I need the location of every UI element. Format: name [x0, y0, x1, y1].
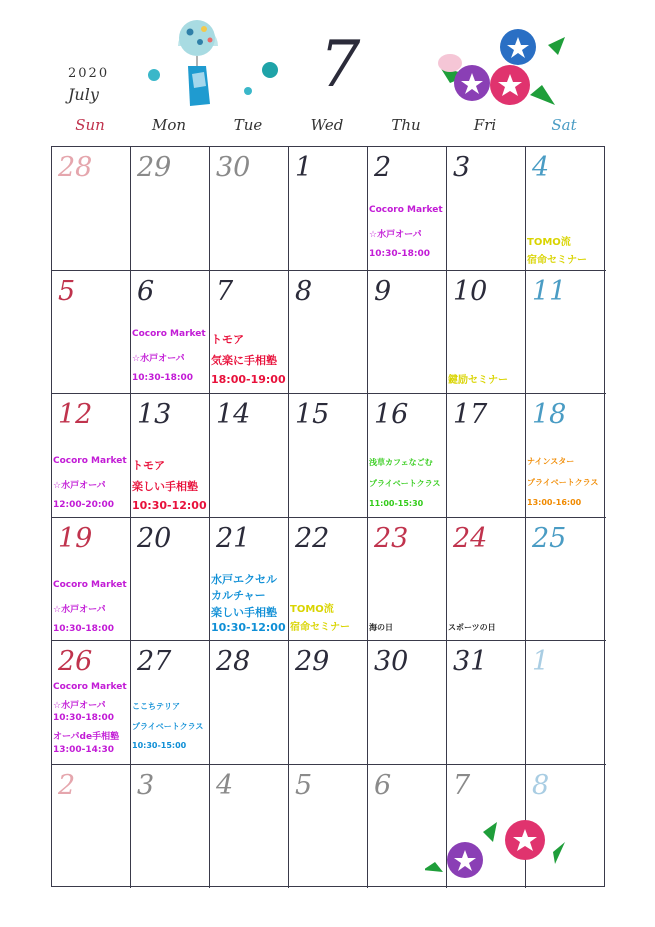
day-cell[interactable]	[131, 518, 210, 642]
day-number: 4	[216, 769, 234, 801]
day-cell[interactable]	[52, 641, 131, 765]
event-text: 13:00-14:30	[53, 745, 115, 755]
day-number: 2	[374, 152, 392, 183]
day-cell[interactable]	[368, 394, 447, 518]
day-number: 5	[58, 275, 76, 307]
event-text: 宿命セミナー	[290, 621, 350, 633]
day-cell[interactable]	[210, 518, 289, 642]
event-text: 13:00-16:00	[527, 498, 582, 507]
event-text: 楽しい手相塾	[132, 480, 198, 493]
event-text: Cocoro Market	[53, 456, 127, 466]
event-text: Cocoro Market	[53, 682, 127, 692]
day-cell[interactable]	[210, 394, 289, 518]
day-number: 3	[137, 769, 155, 801]
event-text: 10:30-12:00	[132, 499, 207, 512]
day-cell[interactable]	[52, 394, 131, 518]
day-cell[interactable]	[289, 641, 368, 765]
event-text: スポーツの日	[448, 622, 496, 632]
day-number: 2	[58, 769, 76, 801]
day-cell[interactable]	[447, 147, 526, 271]
day-cell[interactable]	[131, 147, 210, 271]
event-text: 11:00-15:30	[369, 499, 424, 508]
day-number: 8	[532, 769, 550, 801]
day-cell[interactable]	[210, 765, 289, 889]
weekday-label-wed: Wed	[310, 116, 344, 134]
day-cell[interactable]	[447, 271, 526, 395]
weekday-label-mon: Mon	[151, 116, 187, 134]
event-text: 10:30-18:00	[53, 713, 115, 723]
month-name-label: July	[68, 85, 99, 104]
day-number: 7	[453, 769, 471, 801]
day-number: 16	[374, 399, 409, 430]
day-cell[interactable]	[131, 394, 210, 518]
event-text: プライベートクラス	[527, 478, 599, 487]
event-text: ナインスター	[527, 457, 575, 466]
event-text: TOMO流	[290, 603, 334, 615]
event-text: 10:30-18:00	[132, 372, 194, 383]
event-text: 10:30-18:00	[53, 623, 115, 634]
day-cell[interactable]	[210, 641, 289, 765]
day-number: 17	[453, 399, 488, 430]
day-number: 25	[532, 522, 567, 554]
day-cell[interactable]	[526, 271, 606, 395]
day-number: 18	[532, 399, 567, 430]
day-cell[interactable]	[289, 147, 368, 271]
day-number: 8	[295, 275, 313, 307]
calendar-header	[0, 0, 655, 145]
event-text: カルチャー	[211, 588, 266, 602]
day-number: 1	[295, 152, 313, 183]
year-label: 2020	[68, 66, 110, 81]
day-cell[interactable]	[289, 765, 368, 889]
event-text: TOMO流	[527, 237, 571, 248]
event-text: ☆水戸オーパ	[369, 230, 422, 240]
event-text: オーパde手相塾	[53, 732, 120, 742]
day-cell[interactable]	[447, 641, 526, 765]
event-text: ここちテリア	[132, 702, 180, 711]
event-text: ☆水戸オーパ	[53, 701, 106, 711]
event-text: 気楽に手相塾	[211, 353, 277, 367]
event-text: トモア	[211, 332, 244, 346]
day-number: 5	[295, 769, 313, 801]
event-text: 海の日	[369, 622, 393, 632]
day-cell[interactable]	[447, 394, 526, 518]
event-text: Cocoro Market	[132, 328, 206, 339]
day-cell[interactable]	[526, 394, 606, 518]
day-number: 14	[216, 399, 251, 430]
day-number: 30	[374, 646, 409, 677]
day-cell[interactable]	[131, 765, 210, 889]
day-cell[interactable]	[368, 271, 447, 395]
event-text: 10:30-12:00	[211, 620, 286, 634]
day-number: 4	[532, 152, 550, 183]
day-number: 26	[58, 646, 93, 677]
morning-glory-illustration	[430, 25, 570, 115]
day-number: 27	[137, 646, 172, 677]
day-cell[interactable]	[368, 518, 447, 642]
day-cell[interactable]	[289, 518, 368, 642]
day-number: 24	[453, 522, 488, 554]
event-text: プライベートクラス	[369, 479, 441, 488]
day-number: 10	[453, 275, 488, 307]
event-text: Cocoro Market	[369, 205, 443, 215]
day-number: 6	[137, 275, 155, 307]
weekday-label-sun: Sun	[75, 116, 105, 134]
event-text: プライベートクラス	[132, 722, 204, 731]
event-text: 12:00-20:00	[53, 500, 115, 510]
morning-glory-bottom-illustration	[425, 812, 570, 884]
day-number: 3	[453, 152, 471, 183]
weekday-label-sat: Sat	[551, 116, 577, 134]
day-cell[interactable]	[447, 518, 526, 642]
day-number: 1	[532, 646, 550, 677]
event-text: Cocoro Market	[53, 579, 127, 590]
day-cell[interactable]	[210, 147, 289, 271]
day-number: 19	[58, 522, 93, 554]
day-number: 9	[374, 275, 392, 307]
event-text: 18:00-19:00	[211, 372, 286, 386]
day-cell[interactable]	[526, 641, 606, 765]
day-cell[interactable]	[131, 641, 210, 765]
weekday-label-thu: Thu	[391, 116, 421, 134]
day-number: 12	[58, 399, 93, 430]
day-number: 22	[295, 522, 330, 554]
day-cell[interactable]	[368, 641, 447, 765]
weekday-label-tue: Tue	[233, 116, 263, 134]
day-number: 28	[216, 646, 251, 677]
event-text: 楽しい手相塾	[211, 605, 277, 619]
event-text: ☆水戸オーパ	[132, 353, 185, 364]
event-text: 浅草カフェなごむ	[369, 458, 433, 467]
event-text: トモア	[132, 459, 165, 472]
day-number: 29	[137, 152, 172, 183]
day-cell[interactable]	[526, 147, 606, 271]
event-text: ☆水戸オーパ	[53, 604, 106, 615]
wind-chime-illustration	[140, 14, 290, 114]
day-cell[interactable]	[368, 147, 447, 271]
day-number: 28	[58, 152, 93, 183]
day-number: 15	[295, 399, 330, 430]
day-cell[interactable]	[52, 765, 131, 889]
day-cell[interactable]	[210, 271, 289, 395]
event-text: ☆水戸オーパ	[53, 481, 106, 491]
day-cell[interactable]	[131, 271, 210, 395]
day-cell[interactable]	[289, 271, 368, 395]
day-cell[interactable]	[52, 518, 131, 642]
month-number: 7	[319, 28, 361, 102]
day-cell[interactable]	[52, 147, 131, 271]
day-number: 7	[216, 275, 234, 307]
day-number: 23	[374, 522, 409, 554]
event-text: 10:30-15:00	[132, 741, 187, 750]
event-text: 10:30-18:00	[369, 249, 431, 259]
day-number: 31	[453, 646, 488, 677]
day-cell[interactable]	[289, 394, 368, 518]
event-text: 宿命セミナー	[527, 255, 587, 266]
day-number: 13	[137, 399, 172, 430]
day-number: 21	[216, 522, 251, 554]
day-cell[interactable]	[526, 518, 606, 642]
day-number: 20	[137, 522, 172, 554]
day-cell[interactable]	[52, 271, 131, 395]
day-number: 11	[532, 275, 567, 307]
event-text: 水戸エクセル	[211, 572, 277, 586]
day-number: 30	[216, 152, 251, 183]
day-number: 6	[374, 769, 392, 801]
calendar-grid	[51, 146, 605, 887]
weekday-label-fri: Fri	[473, 116, 497, 134]
event-text: 鍵励セミナー	[448, 374, 508, 386]
day-number: 29	[295, 646, 330, 677]
